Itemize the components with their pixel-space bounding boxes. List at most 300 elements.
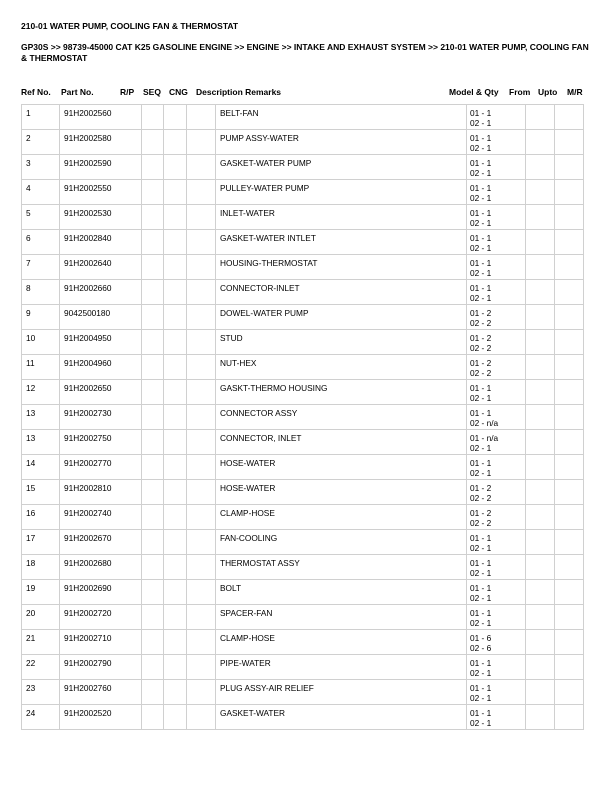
description-cell-text: SPACER-FAN (220, 608, 273, 618)
part-no-cell (60, 555, 142, 580)
from-cell (526, 705, 555, 730)
ref-no-cell-text: 9 (26, 308, 31, 318)
cng-cell (187, 430, 216, 455)
model-qty-line-1: 01 - 1 (470, 658, 492, 668)
parts-table-body (22, 105, 584, 730)
table-row (22, 605, 584, 630)
model-qty-line-2: 02 - 1 (470, 468, 492, 478)
seq-cell-text (164, 555, 186, 558)
seq-cell (164, 455, 187, 480)
upto-cell-text (555, 705, 583, 708)
cng-cell-text (187, 505, 215, 508)
upto-cell (555, 430, 584, 455)
rp-cell (142, 380, 164, 405)
model-qty-line-2: 02 - 1 (470, 168, 492, 178)
upto-cell-text (555, 630, 583, 633)
from-cell (526, 355, 555, 380)
cng-cell-text (187, 380, 215, 383)
upto-cell (555, 555, 584, 580)
from-cell-text (526, 280, 554, 283)
rp-cell (142, 355, 164, 380)
from-cell (526, 455, 555, 480)
ref-no-cell (22, 580, 60, 605)
from-cell-text (526, 355, 554, 358)
description-cell-text: GASKT-THERMO HOUSING (220, 383, 328, 393)
rp-cell (142, 305, 164, 330)
header-description: Description Remarks (196, 87, 282, 97)
description-cell-text: GASKET-WATER PUMP (220, 158, 312, 168)
cng-cell-text (187, 480, 215, 483)
description-cell-text: INLET-WATER (220, 208, 275, 218)
part-no-cell-text: 91H2002680 (64, 558, 112, 568)
from-cell-text (526, 605, 554, 608)
part-no-cell-text: 91H2002590 (64, 158, 112, 168)
part-no-cell-text: 91H2002740 (64, 508, 112, 518)
rp-cell-text (142, 655, 163, 658)
seq-cell-text (164, 180, 186, 183)
model-qty-cell (467, 680, 526, 705)
ref-no-cell-text: 14 (26, 458, 36, 468)
ref-no-cell-text: 11 (26, 358, 35, 368)
rp-cell-text (142, 480, 163, 483)
model-qty-line-1: 01 - 1 (470, 158, 492, 168)
model-qty-cell (467, 155, 526, 180)
header-cng: CNG (169, 87, 188, 97)
part-no-cell (60, 355, 142, 380)
table-row (22, 430, 584, 455)
part-no-cell-text: 91H2002660 (64, 283, 112, 293)
ref-no-cell-text: 2 (26, 133, 31, 143)
cng-cell (187, 630, 216, 655)
ref-no-cell (22, 305, 60, 330)
ref-no-cell-text: 5 (26, 208, 31, 218)
rp-cell-text (142, 305, 163, 308)
description-cell (216, 355, 467, 380)
header-seq: SEQ (143, 87, 161, 97)
from-cell-text (526, 130, 554, 133)
table-row (22, 155, 584, 180)
cng-cell-text (187, 630, 215, 633)
rp-cell (142, 230, 164, 255)
cng-cell (187, 580, 216, 605)
model-qty-cell (467, 530, 526, 555)
part-no-cell (60, 280, 142, 305)
model-qty-line-1: 01 - 1 (470, 558, 492, 568)
seq-cell-text (164, 680, 186, 683)
ref-no-cell (22, 355, 60, 380)
rp-cell (142, 455, 164, 480)
description-cell (216, 305, 467, 330)
from-cell-text (526, 380, 554, 383)
description-cell-text: THERMOSTAT ASSY (220, 558, 300, 568)
part-no-cell (60, 505, 142, 530)
from-cell (526, 180, 555, 205)
table-row (22, 130, 584, 155)
model-qty-line-1: 01 - 6 (470, 633, 492, 643)
rp-cell (142, 430, 164, 455)
upto-cell (555, 655, 584, 680)
model-qty-cell (467, 355, 526, 380)
upto-cell-text (555, 655, 583, 658)
from-cell-text (526, 705, 554, 708)
rp-cell-text (142, 705, 163, 708)
cng-cell (187, 105, 216, 130)
part-no-cell-text: 91H2002750 (64, 433, 112, 443)
description-cell-text: FAN-COOLING (220, 533, 278, 543)
description-cell-text: HOUSING-THERMOSTAT (220, 258, 318, 268)
upto-cell-text (555, 480, 583, 483)
table-row (22, 280, 584, 305)
rp-cell-text (142, 555, 163, 558)
rp-cell-text (142, 230, 163, 233)
ref-no-cell-text: 13 (26, 408, 36, 418)
seq-cell (164, 305, 187, 330)
table-header (21, 87, 591, 101)
description-cell-text: PIPE-WATER (220, 658, 271, 668)
table-row (22, 205, 584, 230)
model-qty-line-2: 02 - 1 (470, 693, 492, 703)
model-qty-line-1: 01 - n/a (470, 433, 499, 443)
part-no-cell (60, 580, 142, 605)
from-cell-text (526, 680, 554, 683)
ref-no-cell (22, 330, 60, 355)
rp-cell-text (142, 155, 163, 158)
model-qty-line-1: 01 - 2 (470, 333, 492, 343)
header-from: From (509, 87, 531, 97)
rp-cell (142, 405, 164, 430)
rp-cell-text (142, 605, 163, 608)
table-row (22, 105, 584, 130)
ref-no-cell (22, 180, 60, 205)
table-row (22, 380, 584, 405)
from-cell (526, 205, 555, 230)
cng-cell-text (187, 605, 215, 608)
model-qty-line-1: 01 - 1 (470, 533, 492, 543)
table-row (22, 580, 584, 605)
description-cell (216, 205, 467, 230)
ref-no-cell-text: 16 (26, 508, 36, 518)
description-cell-text: STUD (220, 333, 243, 343)
ref-no-cell (22, 480, 60, 505)
seq-cell (164, 105, 187, 130)
from-cell (526, 630, 555, 655)
cng-cell (187, 255, 216, 280)
upto-cell-text (555, 305, 583, 308)
rp-cell-text (142, 455, 163, 458)
cng-cell (187, 530, 216, 555)
cng-cell-text (187, 655, 215, 658)
ref-no-cell (22, 530, 60, 555)
model-qty-line-1: 01 - 1 (470, 583, 492, 593)
header-model-qty: Model & Qty (449, 87, 499, 97)
from-cell (526, 405, 555, 430)
description-cell (216, 530, 467, 555)
model-qty-cell (467, 555, 526, 580)
description-cell-text: GASKET-WATER (220, 708, 285, 718)
model-qty-cell (467, 180, 526, 205)
from-cell-text (526, 180, 554, 183)
rp-cell-text (142, 205, 163, 208)
cng-cell-text (187, 155, 215, 158)
description-cell-text: PLUG ASSY-AIR RELIEF (220, 683, 314, 693)
header-upto: Upto (538, 87, 558, 97)
part-no-cell-text: 91H2002650 (64, 383, 112, 393)
seq-cell (164, 605, 187, 630)
from-cell (526, 305, 555, 330)
from-cell-text (526, 105, 554, 108)
model-qty-cell (467, 480, 526, 505)
seq-cell (164, 705, 187, 730)
seq-cell-text (164, 305, 186, 308)
seq-cell (164, 155, 187, 180)
from-cell-text (526, 630, 554, 633)
ref-no-cell-text: 7 (26, 258, 31, 268)
seq-cell (164, 205, 187, 230)
description-cell (216, 455, 467, 480)
upto-cell (555, 605, 584, 630)
model-qty-line-1: 01 - 1 (470, 283, 492, 293)
ref-no-cell (22, 655, 60, 680)
cng-cell-text (187, 355, 215, 358)
description-cell (216, 155, 467, 180)
seq-cell (164, 130, 187, 155)
upto-cell-text (555, 605, 583, 608)
model-qty-line-1: 01 - 2 (470, 308, 492, 318)
upto-cell (555, 355, 584, 380)
upto-cell (555, 480, 584, 505)
upto-cell (555, 630, 584, 655)
part-no-cell-text: 91H2002690 (64, 583, 112, 593)
description-cell-text: CONNECTOR-INLET (220, 283, 300, 293)
cng-cell (187, 480, 216, 505)
rp-cell (142, 580, 164, 605)
part-no-cell-text: 91H2002770 (64, 458, 112, 468)
description-cell (216, 555, 467, 580)
table-row (22, 405, 584, 430)
rp-cell-text (142, 405, 163, 408)
description-cell (216, 505, 467, 530)
model-qty-line-1: 01 - 1 (470, 683, 492, 693)
upto-cell-text (555, 455, 583, 458)
part-no-cell-text: 91H2002790 (64, 658, 112, 668)
cng-cell (187, 305, 216, 330)
upto-cell (555, 330, 584, 355)
rp-cell (142, 155, 164, 180)
model-qty-line-2: 02 - 2 (470, 343, 492, 353)
ref-no-cell-text: 20 (26, 608, 36, 618)
description-cell (216, 280, 467, 305)
upto-cell (555, 230, 584, 255)
description-cell-text: HOSE-WATER (220, 483, 276, 493)
table-row (22, 655, 584, 680)
from-cell (526, 105, 555, 130)
rp-cell (142, 605, 164, 630)
cng-cell-text (187, 280, 215, 283)
seq-cell (164, 380, 187, 405)
description-cell (216, 430, 467, 455)
seq-cell (164, 655, 187, 680)
ref-no-cell-text: 19 (26, 583, 36, 593)
upto-cell-text (555, 505, 583, 508)
model-qty-cell (467, 630, 526, 655)
rp-cell (142, 680, 164, 705)
ref-no-cell-text: 13 (26, 433, 36, 443)
table-row (22, 455, 584, 480)
model-qty-line-1: 01 - 1 (470, 383, 492, 393)
upto-cell-text (555, 180, 583, 183)
from-cell (526, 280, 555, 305)
part-no-cell-text: 91H2002810 (64, 483, 112, 493)
ref-no-cell (22, 105, 60, 130)
seq-cell (164, 230, 187, 255)
part-no-cell-text: 91H2002720 (64, 608, 112, 618)
description-cell-text: HOSE-WATER (220, 458, 276, 468)
header-rp: R/P (120, 87, 135, 97)
model-qty-line-2: 02 - 1 (470, 268, 492, 278)
ref-no-cell (22, 605, 60, 630)
part-no-cell-text: 91H2002710 (64, 633, 112, 643)
upto-cell-text (555, 130, 583, 133)
ref-no-cell-text: 12 (26, 383, 36, 393)
part-no-cell-text: 91H2004950 (64, 333, 112, 343)
upto-cell-text (555, 530, 583, 533)
from-cell-text (526, 305, 554, 308)
upto-cell-text (555, 680, 583, 683)
part-no-cell (60, 405, 142, 430)
table-row (22, 305, 584, 330)
cng-cell-text (187, 680, 215, 683)
upto-cell-text (555, 405, 583, 408)
model-qty-line-1: 01 - 2 (470, 508, 492, 518)
part-no-cell (60, 705, 142, 730)
upto-cell (555, 155, 584, 180)
model-qty-line-2: 02 - 1 (470, 568, 492, 578)
description-cell-text: CLAMP-HOSE (220, 508, 275, 518)
description-cell (216, 380, 467, 405)
cng-cell-text (187, 705, 215, 708)
from-cell-text (526, 230, 554, 233)
part-no-cell-text: 91H2002760 (64, 683, 112, 693)
model-qty-line-1: 01 - 1 (470, 108, 492, 118)
description-cell (216, 480, 467, 505)
upto-cell (555, 255, 584, 280)
model-qty-line-1: 01 - 1 (470, 708, 492, 718)
rp-cell (142, 480, 164, 505)
description-cell (216, 605, 467, 630)
model-qty-line-2: 02 - 6 (470, 643, 492, 653)
rp-cell-text (142, 505, 163, 508)
seq-cell (164, 330, 187, 355)
model-qty-line-2: 02 - 2 (470, 493, 492, 503)
from-cell-text (526, 155, 554, 158)
model-qty-line-2: 02 - n/a (470, 418, 499, 428)
ref-no-cell-text: 23 (26, 683, 36, 693)
table-row (22, 230, 584, 255)
part-no-cell-text: 91H2002670 (64, 533, 112, 543)
part-no-cell (60, 305, 142, 330)
table-row (22, 355, 584, 380)
ref-no-cell-text: 6 (26, 233, 31, 243)
description-cell (216, 180, 467, 205)
model-qty-cell (467, 105, 526, 130)
cng-cell (187, 380, 216, 405)
part-no-cell-text: 9042500180 (64, 308, 111, 318)
rp-cell-text (142, 255, 163, 258)
rp-cell (142, 180, 164, 205)
cng-cell (187, 705, 216, 730)
part-no-cell-text: 91H2002730 (64, 408, 112, 418)
part-no-cell (60, 605, 142, 630)
cng-cell-text (187, 180, 215, 183)
seq-cell-text (164, 230, 186, 233)
from-cell (526, 555, 555, 580)
cng-cell-text (187, 230, 215, 233)
seq-cell-text (164, 430, 186, 433)
cng-cell-text (187, 455, 215, 458)
cng-cell (187, 330, 216, 355)
cng-cell-text (187, 255, 215, 258)
rp-cell (142, 330, 164, 355)
cng-cell-text (187, 130, 215, 133)
cng-cell (187, 605, 216, 630)
model-qty-line-1: 01 - 1 (470, 208, 492, 218)
part-no-cell (60, 155, 142, 180)
ref-no-cell (22, 280, 60, 305)
description-cell (216, 130, 467, 155)
seq-cell (164, 180, 187, 205)
cng-cell (187, 280, 216, 305)
rp-cell-text (142, 330, 163, 333)
model-qty-line-1: 01 - 1 (470, 608, 492, 618)
rp-cell (142, 105, 164, 130)
model-qty-line-1: 01 - 1 (470, 258, 492, 268)
from-cell (526, 330, 555, 355)
model-qty-line-2: 02 - 1 (470, 618, 492, 628)
seq-cell (164, 580, 187, 605)
model-qty-line-2: 02 - 1 (470, 243, 492, 253)
from-cell (526, 430, 555, 455)
ref-no-cell (22, 255, 60, 280)
rp-cell (142, 130, 164, 155)
from-cell-text (526, 505, 554, 508)
from-cell-text (526, 405, 554, 408)
model-qty-cell (467, 505, 526, 530)
model-qty-line-2: 02 - 1 (470, 718, 492, 728)
upto-cell-text (555, 430, 583, 433)
page-title: 210-01 WATER PUMP, COOLING FAN & THERMOSTAT (21, 21, 239, 31)
part-no-cell (60, 105, 142, 130)
part-no-cell (60, 380, 142, 405)
upto-cell-text (555, 280, 583, 283)
model-qty-line-1: 01 - 1 (470, 183, 492, 193)
upto-cell-text (555, 205, 583, 208)
seq-cell-text (164, 655, 186, 658)
seq-cell-text (164, 130, 186, 133)
description-cell-text: DOWEL-WATER PUMP (220, 308, 309, 318)
upto-cell (555, 305, 584, 330)
upto-cell-text (555, 155, 583, 158)
ref-no-cell (22, 455, 60, 480)
ref-no-cell-text: 10 (26, 333, 36, 343)
ref-no-cell (22, 380, 60, 405)
description-cell (216, 405, 467, 430)
ref-no-cell (22, 555, 60, 580)
from-cell-text (526, 330, 554, 333)
rp-cell-text (142, 280, 163, 283)
part-no-cell (60, 130, 142, 155)
from-cell-text (526, 480, 554, 483)
rp-cell (142, 630, 164, 655)
